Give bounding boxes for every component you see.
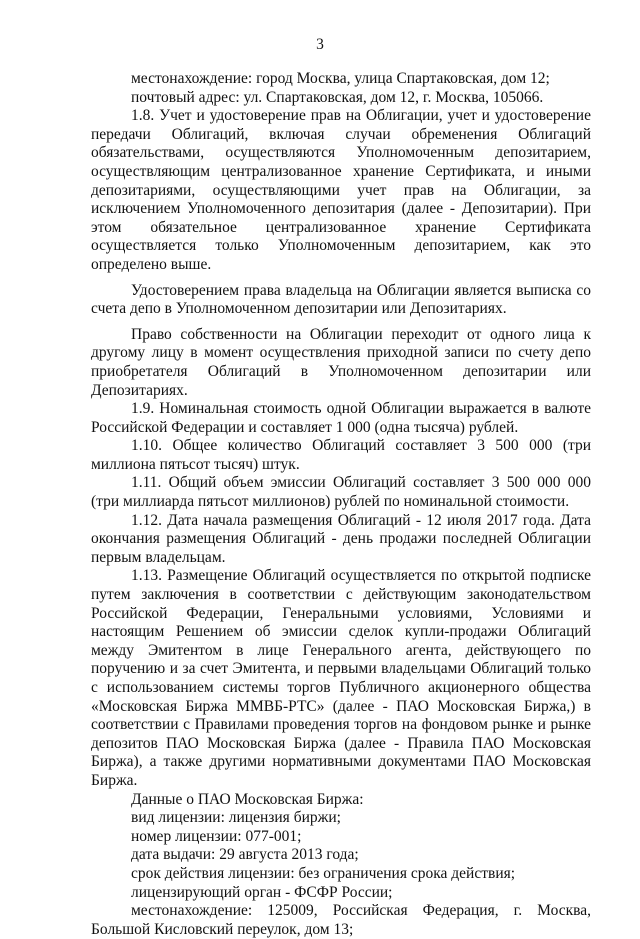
page-number: 3 xyxy=(316,36,324,53)
paragraph-exchange-data-heading: Данные о ПАО Московская Биржа: xyxy=(131,790,364,808)
paragraph-exchange-location: местонахождение: 125009, Российская Федерация, г. Москва, Большой Кисловский переулок, дом 13; xyxy=(91,902,591,938)
paragraph-license-term: срок действия лицензии: без ограничения срока действия; xyxy=(131,864,516,882)
paragraph-license-number: номер лицензии: 077-001; xyxy=(131,827,302,845)
paragraph-1-10: 1.10. Общее количество Облигаций составляет 3 500 000 (три миллиона пятьсот тысяч) штук. xyxy=(91,437,591,473)
paragraph-ownership-transfer: Право собственности на Облигации переходит от одного лица к другому лицу в момент осуществления приходной записи по счету депо приобретателя Облигаций в Уполномоченном депозитарии или Депозитариях. xyxy=(91,325,591,399)
paragraph-licensing-authority: лицензирующий орган - ФСФР России; xyxy=(131,883,393,901)
paragraph-issue-date: дата выдачи: 29 августа 2013 года; xyxy=(131,846,359,864)
paragraph-ownership-proof: Удостоверением права владельца на Облигации является выписка со счета депо в Уполномоченном депозитарии или Депозитариях. xyxy=(91,281,591,318)
document-body xyxy=(91,70,591,939)
paragraph-location: местонахождение: город Москва, улица Спартаковская, дом 12; xyxy=(131,70,550,87)
paragraph-1-8: 1.8. Учет и удостоверение прав на Облигации, учет и удостоверение передачи Облигаций, включая случаи обременения Облигаций обязательствами, осуществляются Уполномоченным депозитарием, осуществляющим централизованное хранение Сертификата, и иными депозитариями, осуществляющими учет прав на Облигации, за исключением Уполномоченного депозитария (далее - Депозитарии). При этом обязательное централизованное хранение Сертификата осуществляется только Уполномоченным депозитарием, как это определено выше. xyxy=(91,107,591,273)
paragraph-license-type: вид лицензии: лицензия биржи; xyxy=(131,809,341,827)
paragraph-1-13: 1.13. Размещение Облигаций осуществляется по открытой подписке путем заключения в соответствии с действующим законодательством Российской Федерации, Генеральными условиями, Условиями и настоящим Решением об эмиссии сделок купли-продажи Облигаций между Эмитентом в лице Генерального агента, действующего по поручению и за счет Эмитента, и первыми владельцами Облигаций только с использованием системы торгов Публичного акционерного общества «Московская Биржа ММВБ-РТС» (далее - ПАО Московская Биржа,) в соответствии с Правилами проведения торгов на фондовом рынке и рынке депозитов ПАО Московская Биржа (далее - Правила ПАО Московская Биржа), а также другими нормативными документами ПАО Московская Биржа. xyxy=(91,567,591,789)
paragraph-postal-address: почтовый адрес: ул. Спартаковская, дом 12, г. Москва, 105066. xyxy=(131,88,544,106)
paragraph-1-12: 1.12. Дата начала размещения Облигаций - 12 июля 2017 года. Дата окончания размещения Облигаций - день продажи последней Облигации первым владельцам. xyxy=(91,511,591,566)
paragraph-1-9: 1.9. Номинальная стоимость одной Облигации выражается в валюте Российской Федерации и составляет 1 000 (одна тысяча) рублей. xyxy=(91,400,591,436)
paragraph-1-11: 1.11. Общий объем эмиссии Облигаций составляет 3 500 000 000 (три миллиарда пятьсот миллионов) рублей по номинальной стоимости. xyxy=(91,474,591,511)
